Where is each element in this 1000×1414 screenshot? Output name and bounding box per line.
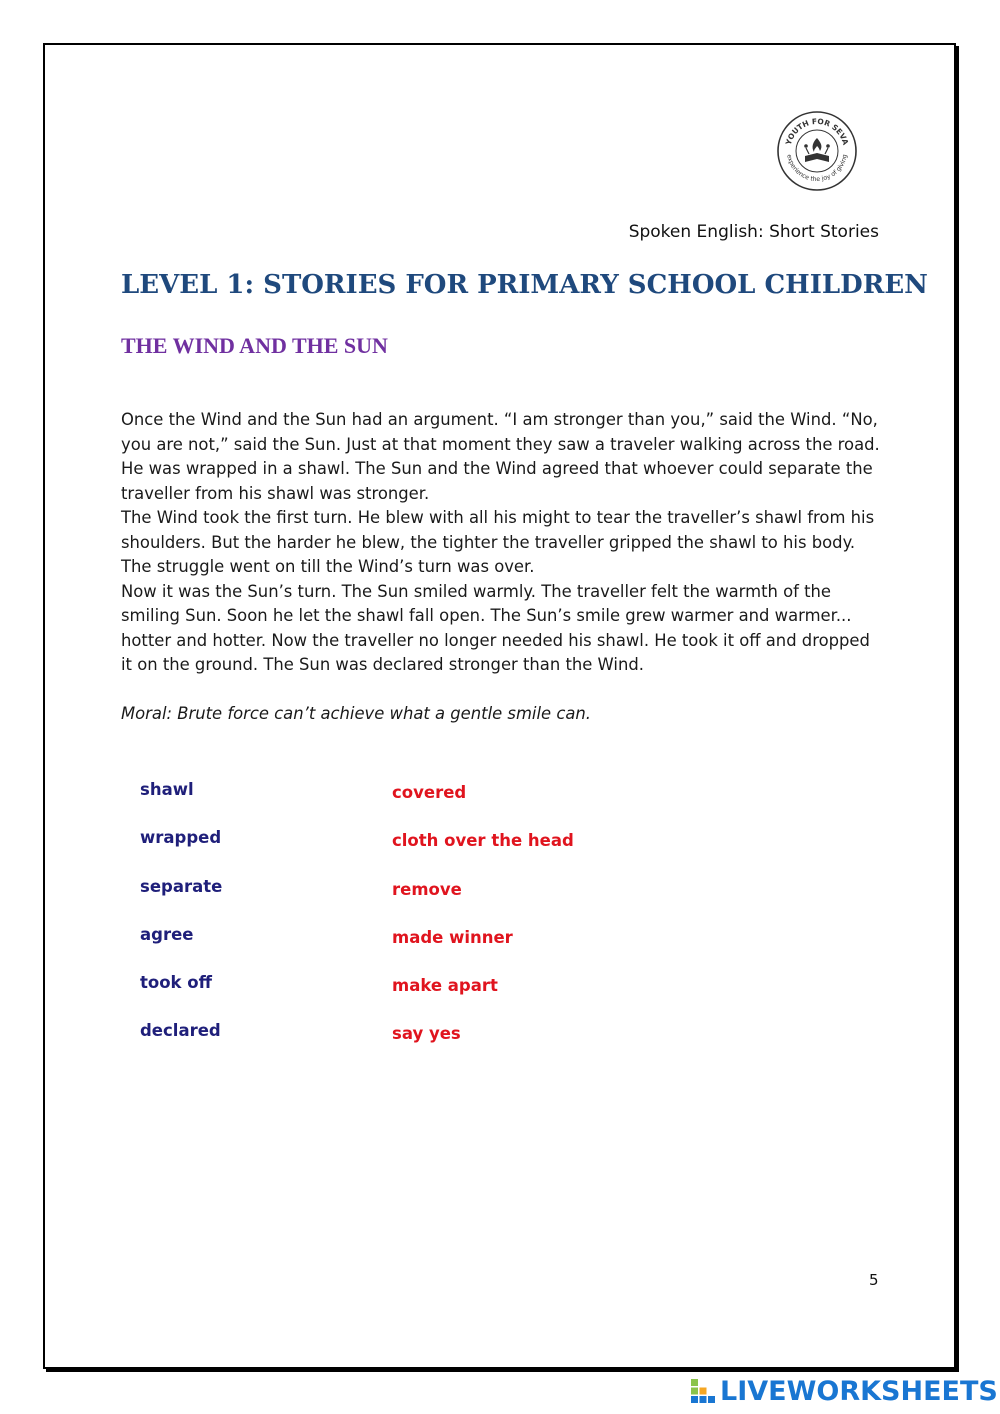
vocab-word-shawl[interactable]: shawl	[140, 780, 194, 799]
vocab-row	[140, 1021, 740, 1069]
vocab-row	[140, 973, 740, 1021]
story-title: THE WIND AND THE SUN	[121, 333, 388, 358]
youth-for-seva-logo	[776, 110, 858, 192]
vocab-meaning-cloth-over-the-head[interactable]: cloth over the head	[392, 831, 574, 851]
vocab-meaning-say-yes[interactable]: say yes	[392, 1024, 461, 1044]
vocab-word-declared[interactable]: declared	[140, 1021, 221, 1041]
story-paragraph-3: Now it was the Sun’s turn. The Sun smiled warmly. The traveller felt the warmth of the smiling Sun. Soon he let the shawl fall open. The Sun’s smile grew warmer and warmer... hotter and hotter. Now the traveller no longer needed his shawl. He took it off and dropped it on the ground. The Sun was declared stronger than the Wind.	[121, 581, 870, 674]
story-paragraph-2: The Wind took the first turn. He blew with all his might to tear the traveller’s shawl from his shoulders. But the harder he blew, the tighter the traveller gripped the shawl to his body. The struggle went on till the Wind’s turn was over.	[121, 508, 875, 576]
header-subject: Spoken English: Short Stories	[628, 222, 879, 242]
story-paragraph-1: Once the Wind and the Sun had an argument. “I am stronger than you,” said the Wind. “No, you are not,” said the Sun. Just at that moment they saw a traveler walking across the road. He was wrapped in a shawl. The Sun and the Wind agreed that whoever could separate the traveller from his shawl was stronger.	[121, 410, 880, 503]
liveworksheets-brand[interactable]	[690, 1374, 998, 1408]
story-body	[121, 408, 881, 678]
vocab-row	[140, 877, 740, 925]
vocab-meaning-made-winner[interactable]: made winner	[392, 927, 513, 947]
vocab-meaning-remove[interactable]: remove	[392, 879, 462, 899]
vocab-row	[140, 780, 740, 828]
vocabulary-matching	[140, 780, 740, 1070]
vocab-word-wrapped[interactable]: wrapped	[140, 828, 222, 848]
logo-bottom-text: experience the joy of giving	[785, 153, 849, 184]
logo-seal-icon	[776, 110, 858, 192]
story-moral: Moral: Brute force can’t achieve what a gentle smile can.	[121, 704, 591, 723]
page-number: 5	[869, 1271, 879, 1289]
vocab-word-agree[interactable]: agree	[140, 924, 194, 944]
level-title: LEVEL 1: STORIES FOR PRIMARY SCHOOL CHILDREN	[121, 270, 928, 300]
vocab-meaning-covered[interactable]: covered	[392, 783, 467, 802]
vocab-row	[140, 828, 740, 876]
vocab-meaning-make-apart[interactable]: make apart	[392, 976, 498, 996]
liveworksheets-wordmark: LIVEWORKSHEETS	[720, 1375, 998, 1407]
logo-top-text: YOUTH FOR SEVA	[783, 116, 851, 147]
vocab-word-separate[interactable]: separate	[140, 876, 223, 896]
vocab-word-took-off[interactable]: took off	[140, 973, 212, 993]
liveworksheets-logo-icon	[690, 1378, 716, 1404]
vocab-row	[140, 925, 740, 973]
